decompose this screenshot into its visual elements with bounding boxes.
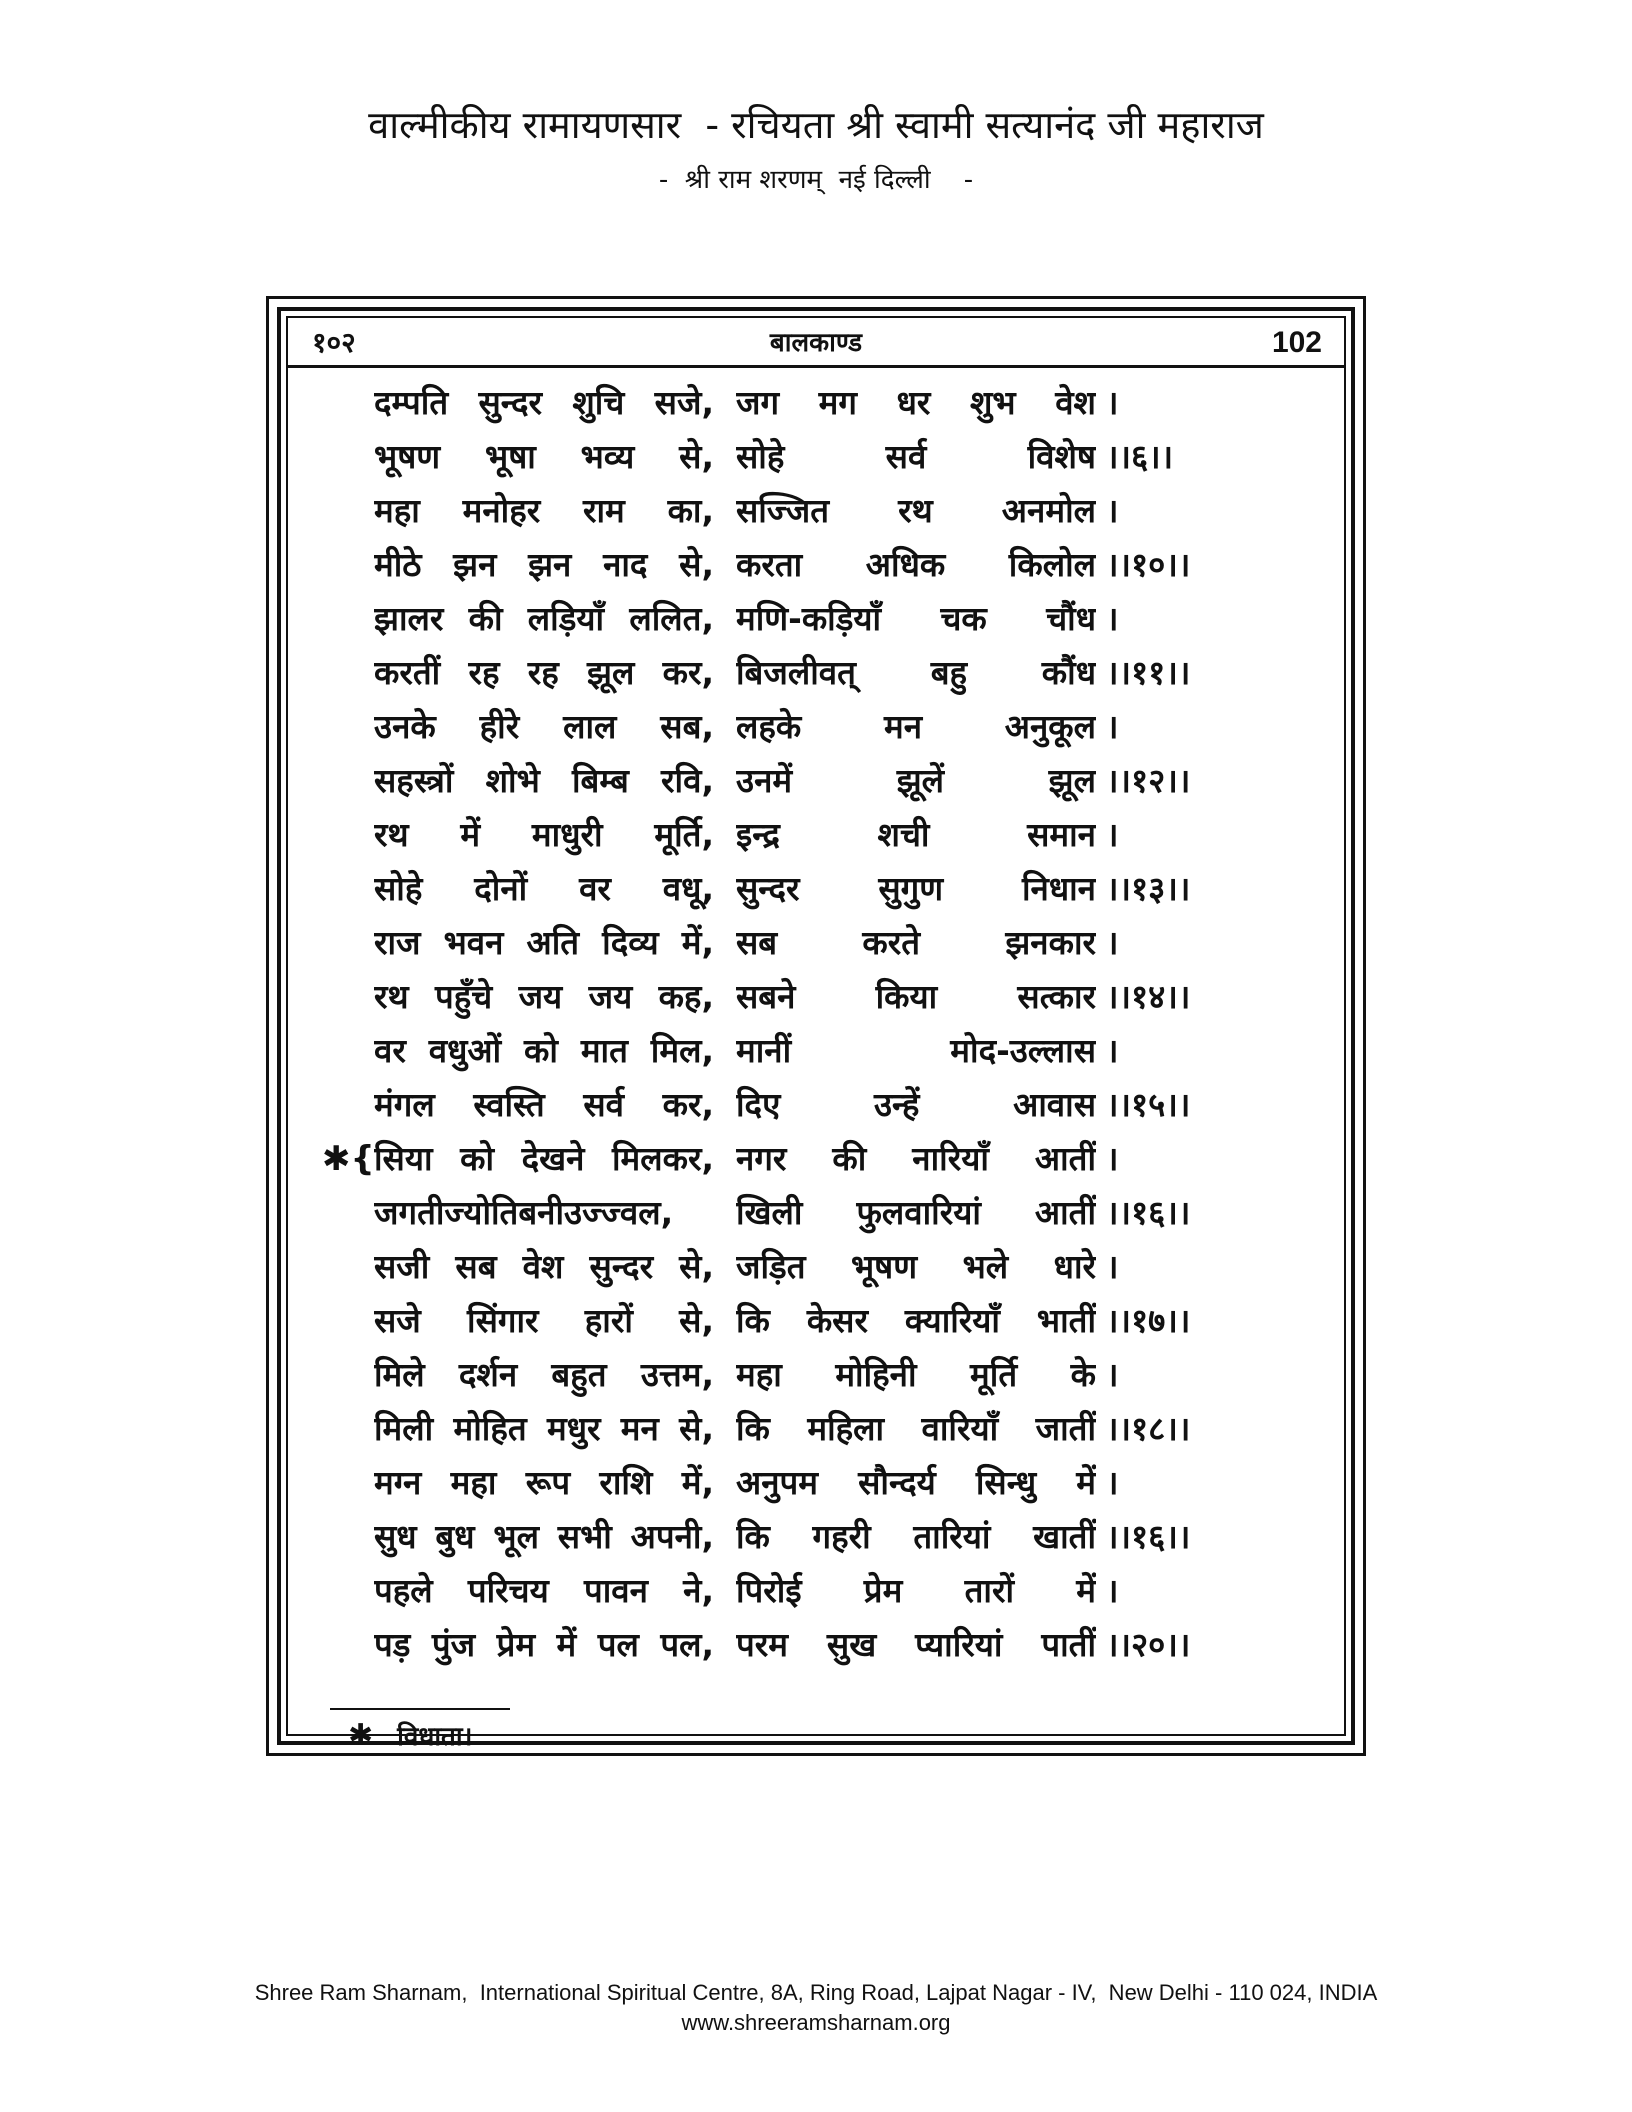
verse-number: ।।६।। (1106, 437, 1174, 476)
verse-number: ।।१६।। (1106, 1517, 1191, 1556)
verse-second-half: अनुपम सौन्दर्य सिन्धु में (736, 1463, 1096, 1502)
verse-second-half: खिली फुलवारियां आतीं (736, 1193, 1096, 1232)
footer-website[interactable]: www.shreeramsharnam.org (681, 2010, 951, 2035)
verse-second-half: महा मोहिनी मूर्ति के (736, 1355, 1096, 1394)
verse-second-half: सब करते झनकार (736, 923, 1096, 962)
verse-first-half: उनके हीरे लाल सब, (374, 707, 714, 746)
verse-row (288, 592, 1344, 646)
verse-number: । (1106, 1463, 1119, 1502)
verse-first-half: सजे सिंगार हारों से, (374, 1301, 714, 1340)
verse-second-half: कि केसर क्यारियाँ भातीं (736, 1301, 1096, 1340)
verse-first-half: मिली मोहित मधुर मन से, (374, 1409, 714, 1448)
verse-first-half: मग्न महा रूप राशि में, (374, 1463, 714, 1502)
verse-number: । (1106, 923, 1119, 962)
verse-row (288, 1186, 1344, 1240)
verse-first-half: रथ पहुँचे जय जय कह, (374, 977, 714, 1016)
verse-number: ।।१२।। (1106, 761, 1191, 800)
verse-second-half: कि महिला वारियाँ जातीं (736, 1409, 1096, 1448)
verse-row (288, 808, 1344, 862)
verse-number: ।।१७।। (1106, 1301, 1191, 1340)
verse-second-half: परम सुख प्यारियां पातीं (736, 1625, 1096, 1664)
page-number: 102 (1271, 326, 1322, 359)
verse-number: । (1106, 383, 1119, 422)
verse-second-half: सोहे सर्व विशेष (736, 437, 1096, 476)
verse-first-half: महा मनोहर राम का, (374, 491, 714, 530)
verse-number: । (1106, 1139, 1119, 1178)
verse-first-half: वर वधुओं को मात मिल, (374, 1031, 714, 1070)
verse-number: ।।१४।। (1106, 977, 1191, 1016)
verse-second-half: करता अधिक किलोल (736, 545, 1096, 584)
verse-row (288, 1294, 1344, 1348)
verse-first-half: सुध बुध भूल सभी अपनी, (374, 1517, 714, 1556)
verse-first-half: पड़ पुंज प्रेम में पल पल, (374, 1625, 714, 1664)
verse-second-half: इन्द्र शची समान (736, 815, 1096, 854)
section-title: बालकाण्ड (769, 328, 863, 358)
verse-second-half: कि गहरी तारियां खातीं (736, 1517, 1096, 1556)
verse-first-half: पहले परिचय पावन ने, (374, 1571, 714, 1610)
page-content-box (286, 316, 1346, 1753)
verse-number: । (1106, 1571, 1119, 1610)
page-frame-inner (277, 307, 1355, 1753)
verse-row (288, 1618, 1344, 1672)
verse-second-half: पिरोई प्रेम तारों में (736, 1571, 1096, 1610)
verse-first-half: सिया को देखने मिलकर, (374, 1139, 714, 1178)
verse-row (288, 1132, 1344, 1186)
verse-row (288, 484, 1344, 538)
verse-number: । (1106, 815, 1119, 854)
verse-first-half: झालर की लड़ियाँ ललित, (374, 599, 714, 638)
verse-second-half: सुन्दर सुगुण निधान (736, 869, 1096, 908)
verse-first-half: रथ में माधुरी मूर्ति, (374, 815, 714, 854)
verse-number: । (1106, 707, 1119, 746)
footer-address: Shree Ram Sharnam, International Spiritual Centre, 8A, Ring Road, Lajpat Nagar - IV, New Delhi - 110 024, INDIA (254, 1980, 1378, 2005)
verse-number: ।।१८।। (1106, 1409, 1191, 1448)
verse-second-half: दिए उन्हें आवास (736, 1085, 1096, 1124)
verse-number: ।।१३।। (1106, 869, 1191, 908)
verse-row (288, 916, 1344, 970)
verse-row (288, 1240, 1344, 1294)
footnote (348, 1716, 472, 1757)
verse-first-half: मंगल स्वस्ति सर्व कर, (374, 1085, 714, 1124)
page-number-devanagari: १०२ (312, 326, 356, 359)
verse-marker: ✱{ (322, 1139, 375, 1179)
document-title: वाल्मीकीय रामायणसार - रचियता श्री स्वामी सत्यानंद जी महाराज (368, 103, 1264, 147)
verse-first-half: सहस्त्रों शोभे बिम्ब रवि, (374, 761, 714, 800)
verse-second-half: जग मग धर शुभ वेश (736, 383, 1096, 422)
verse-row (288, 376, 1344, 430)
page-frame (266, 296, 1366, 1756)
verse-row (288, 1510, 1344, 1564)
verse-first-half: मीठे झन झन नाद से, (374, 545, 714, 584)
page-header (288, 318, 1344, 368)
verse-second-half: सज्जित रथ अनमोल (736, 491, 1096, 530)
verse-first-half: मिले दर्शन बहुत उत्तम, (374, 1355, 714, 1394)
verse-row (288, 538, 1344, 592)
verse-row (288, 970, 1344, 1024)
verse-number: । (1106, 1031, 1119, 1070)
verse-row (288, 1456, 1344, 1510)
verse-first-half: करतीं रह रह झूल कर, (374, 653, 714, 692)
verse-row (288, 754, 1344, 808)
verse-row (288, 646, 1344, 700)
verse-number: ।।११।। (1106, 653, 1191, 692)
verse-second-half: जड़ित भूषण भले धारे (736, 1247, 1096, 1286)
verse-second-half: बिजलीवत् बहु कौंध (736, 653, 1096, 692)
verse-row (288, 1348, 1344, 1402)
verse-first-half: दम्पति सुन्दर शुचि सजे, (374, 383, 714, 422)
verse-list (288, 376, 1344, 1672)
verse-first-half: जगतीज्योतिबनीउज्ज्वल, (374, 1193, 674, 1232)
verse-first-half: भूषण भूषा भव्य से, (374, 437, 714, 476)
verse-number: । (1106, 1247, 1119, 1286)
verse-first-half: सोहे दोनों वर वधू, (374, 869, 714, 908)
verse-second-half: मानीं मोद-उल्लास (736, 1031, 1096, 1070)
document-subtitle: - श्री राम शरणम् नई दिल्ली - (658, 165, 974, 195)
verse-second-half: मणि-कड़ियाँ चक चौंध (736, 599, 1096, 638)
asterisk-icon: ✱ (348, 1718, 374, 1753)
verse-number: । (1106, 491, 1119, 530)
verse-row (288, 1402, 1344, 1456)
verse-row (288, 1564, 1344, 1618)
verse-first-half: सजी सब वेश सुन्दर से, (374, 1247, 714, 1286)
verse-row (288, 1078, 1344, 1132)
footnote-divider (330, 1708, 510, 1710)
verse-number: ।।१५।। (1106, 1085, 1191, 1124)
verse-number: ।।१६।। (1106, 1193, 1191, 1232)
verse-second-half: उनमें झूलें झूल (736, 761, 1096, 800)
verse-number: ।।२०।। (1106, 1625, 1191, 1664)
verse-row (288, 1024, 1344, 1078)
verse-second-half: नगर की नारियाँ आतीं (736, 1139, 1096, 1178)
verse-second-half: सबने किया सत्कार (736, 977, 1096, 1016)
verse-row (288, 862, 1344, 916)
verse-number: । (1106, 599, 1119, 638)
verse-row (288, 430, 1344, 484)
verse-number: । (1106, 1355, 1119, 1394)
verse-first-half: राज भवन अति दिव्य में, (374, 923, 714, 962)
verse-row (288, 700, 1344, 754)
verse-second-half: लहके मन अनुकूल (736, 707, 1096, 746)
footnote-text: विधाता। (397, 1722, 473, 1752)
verse-number: ।।१०।। (1106, 545, 1191, 584)
